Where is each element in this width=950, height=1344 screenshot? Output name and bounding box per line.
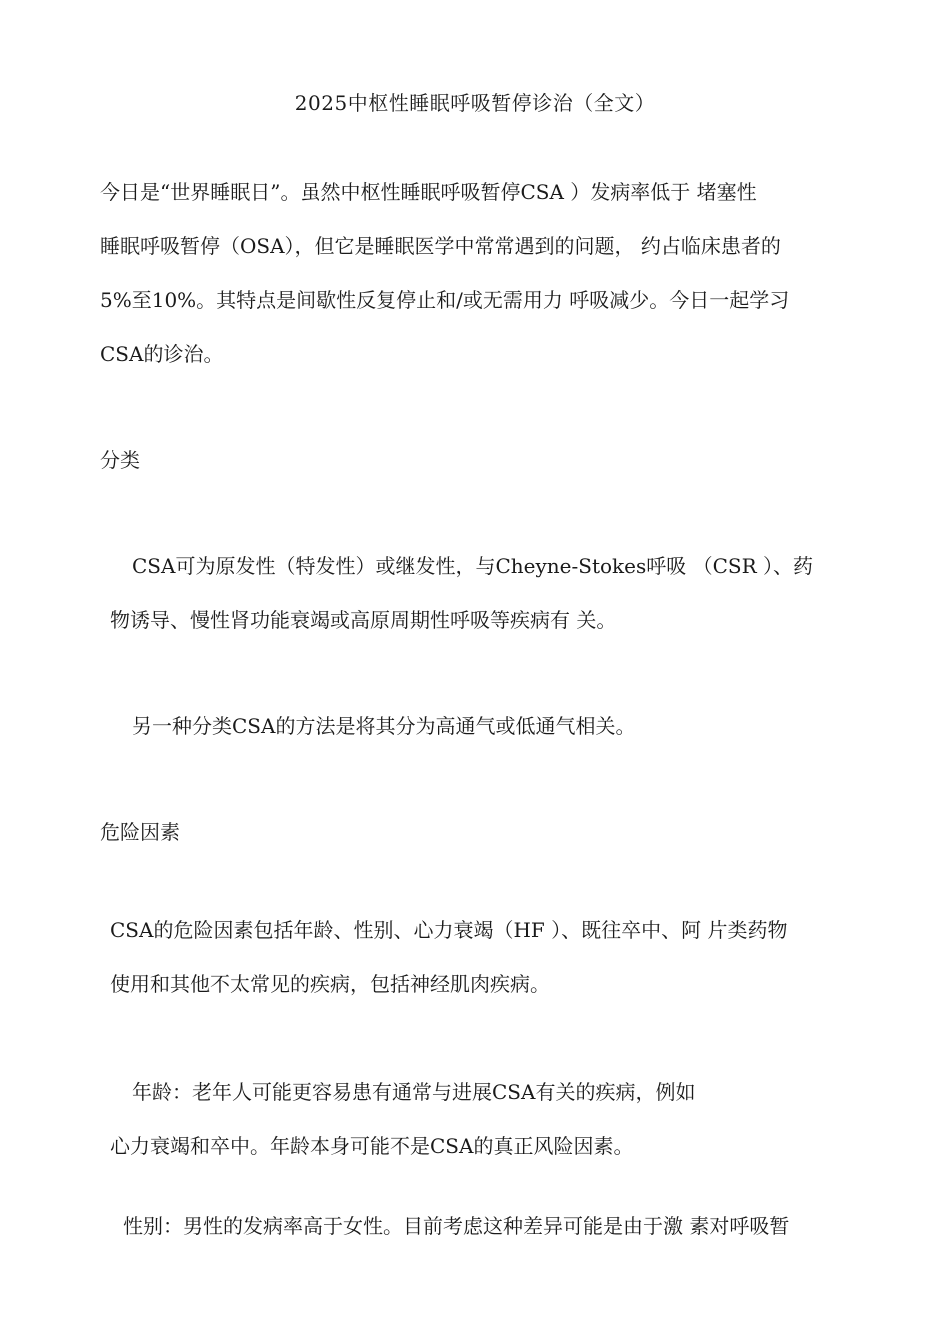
risk-para1-line-1: CSA的危险因素包括年龄、性别、心力衰竭（HF ）、既往卒中、阿 片类药物 xyxy=(110,918,788,942)
intro-line-4: CSA的诊治。 xyxy=(100,342,224,366)
classification-para1-line-2: 物诱导、慢性肾功能衰竭或高原周期性呼吸等疾病有 关。 xyxy=(110,608,617,632)
risk-age-line-1: 年龄：老年人可能更容易患有通常与进展CSA有关的疾病，例如 xyxy=(132,1080,696,1104)
classification-para1-line-1: CSA可为原发性（特发性）或继发性，与Cheyne-Stokes呼吸 （CSR ）、药 xyxy=(132,554,814,578)
risk-sex-line-1: 性别：男性的发病率高于女性。目前考虑这种差异可能是由于激 素对呼吸暂 xyxy=(123,1214,790,1238)
intro-line-1: 今日是“世界睡眠日”。虽然中枢性睡眠呼吸暂停CSA ）发病率低于 堵塞性 xyxy=(100,180,757,204)
intro-line-3: 5%至10%。其特点是间歇性反复停止和/或无需用力 呼吸减少。今日一起学习 xyxy=(100,288,790,312)
intro-line-2: 睡眠呼吸暂停（OSA），但它是睡眠医学中常常遇到的问题， 约占临床患者的 xyxy=(100,234,781,258)
risk-para1-line-2: 使用和其他不太常见的疾病，包括神经肌肉疾病。 xyxy=(110,972,550,996)
classification-para2: 另一种分类CSA的方法是将其分为高通气或低通气相关。 xyxy=(132,714,636,738)
document-title: 2025中枢性睡眠呼吸暂停诊治（全文） xyxy=(294,91,656,115)
section-heading-risk-factors: 危险因素 xyxy=(100,820,180,844)
risk-age-line-2: 心力衰竭和卒中。年龄本身可能不是CSA的真正风险因素。 xyxy=(110,1134,634,1158)
section-heading-classification: 分类 xyxy=(100,448,140,472)
